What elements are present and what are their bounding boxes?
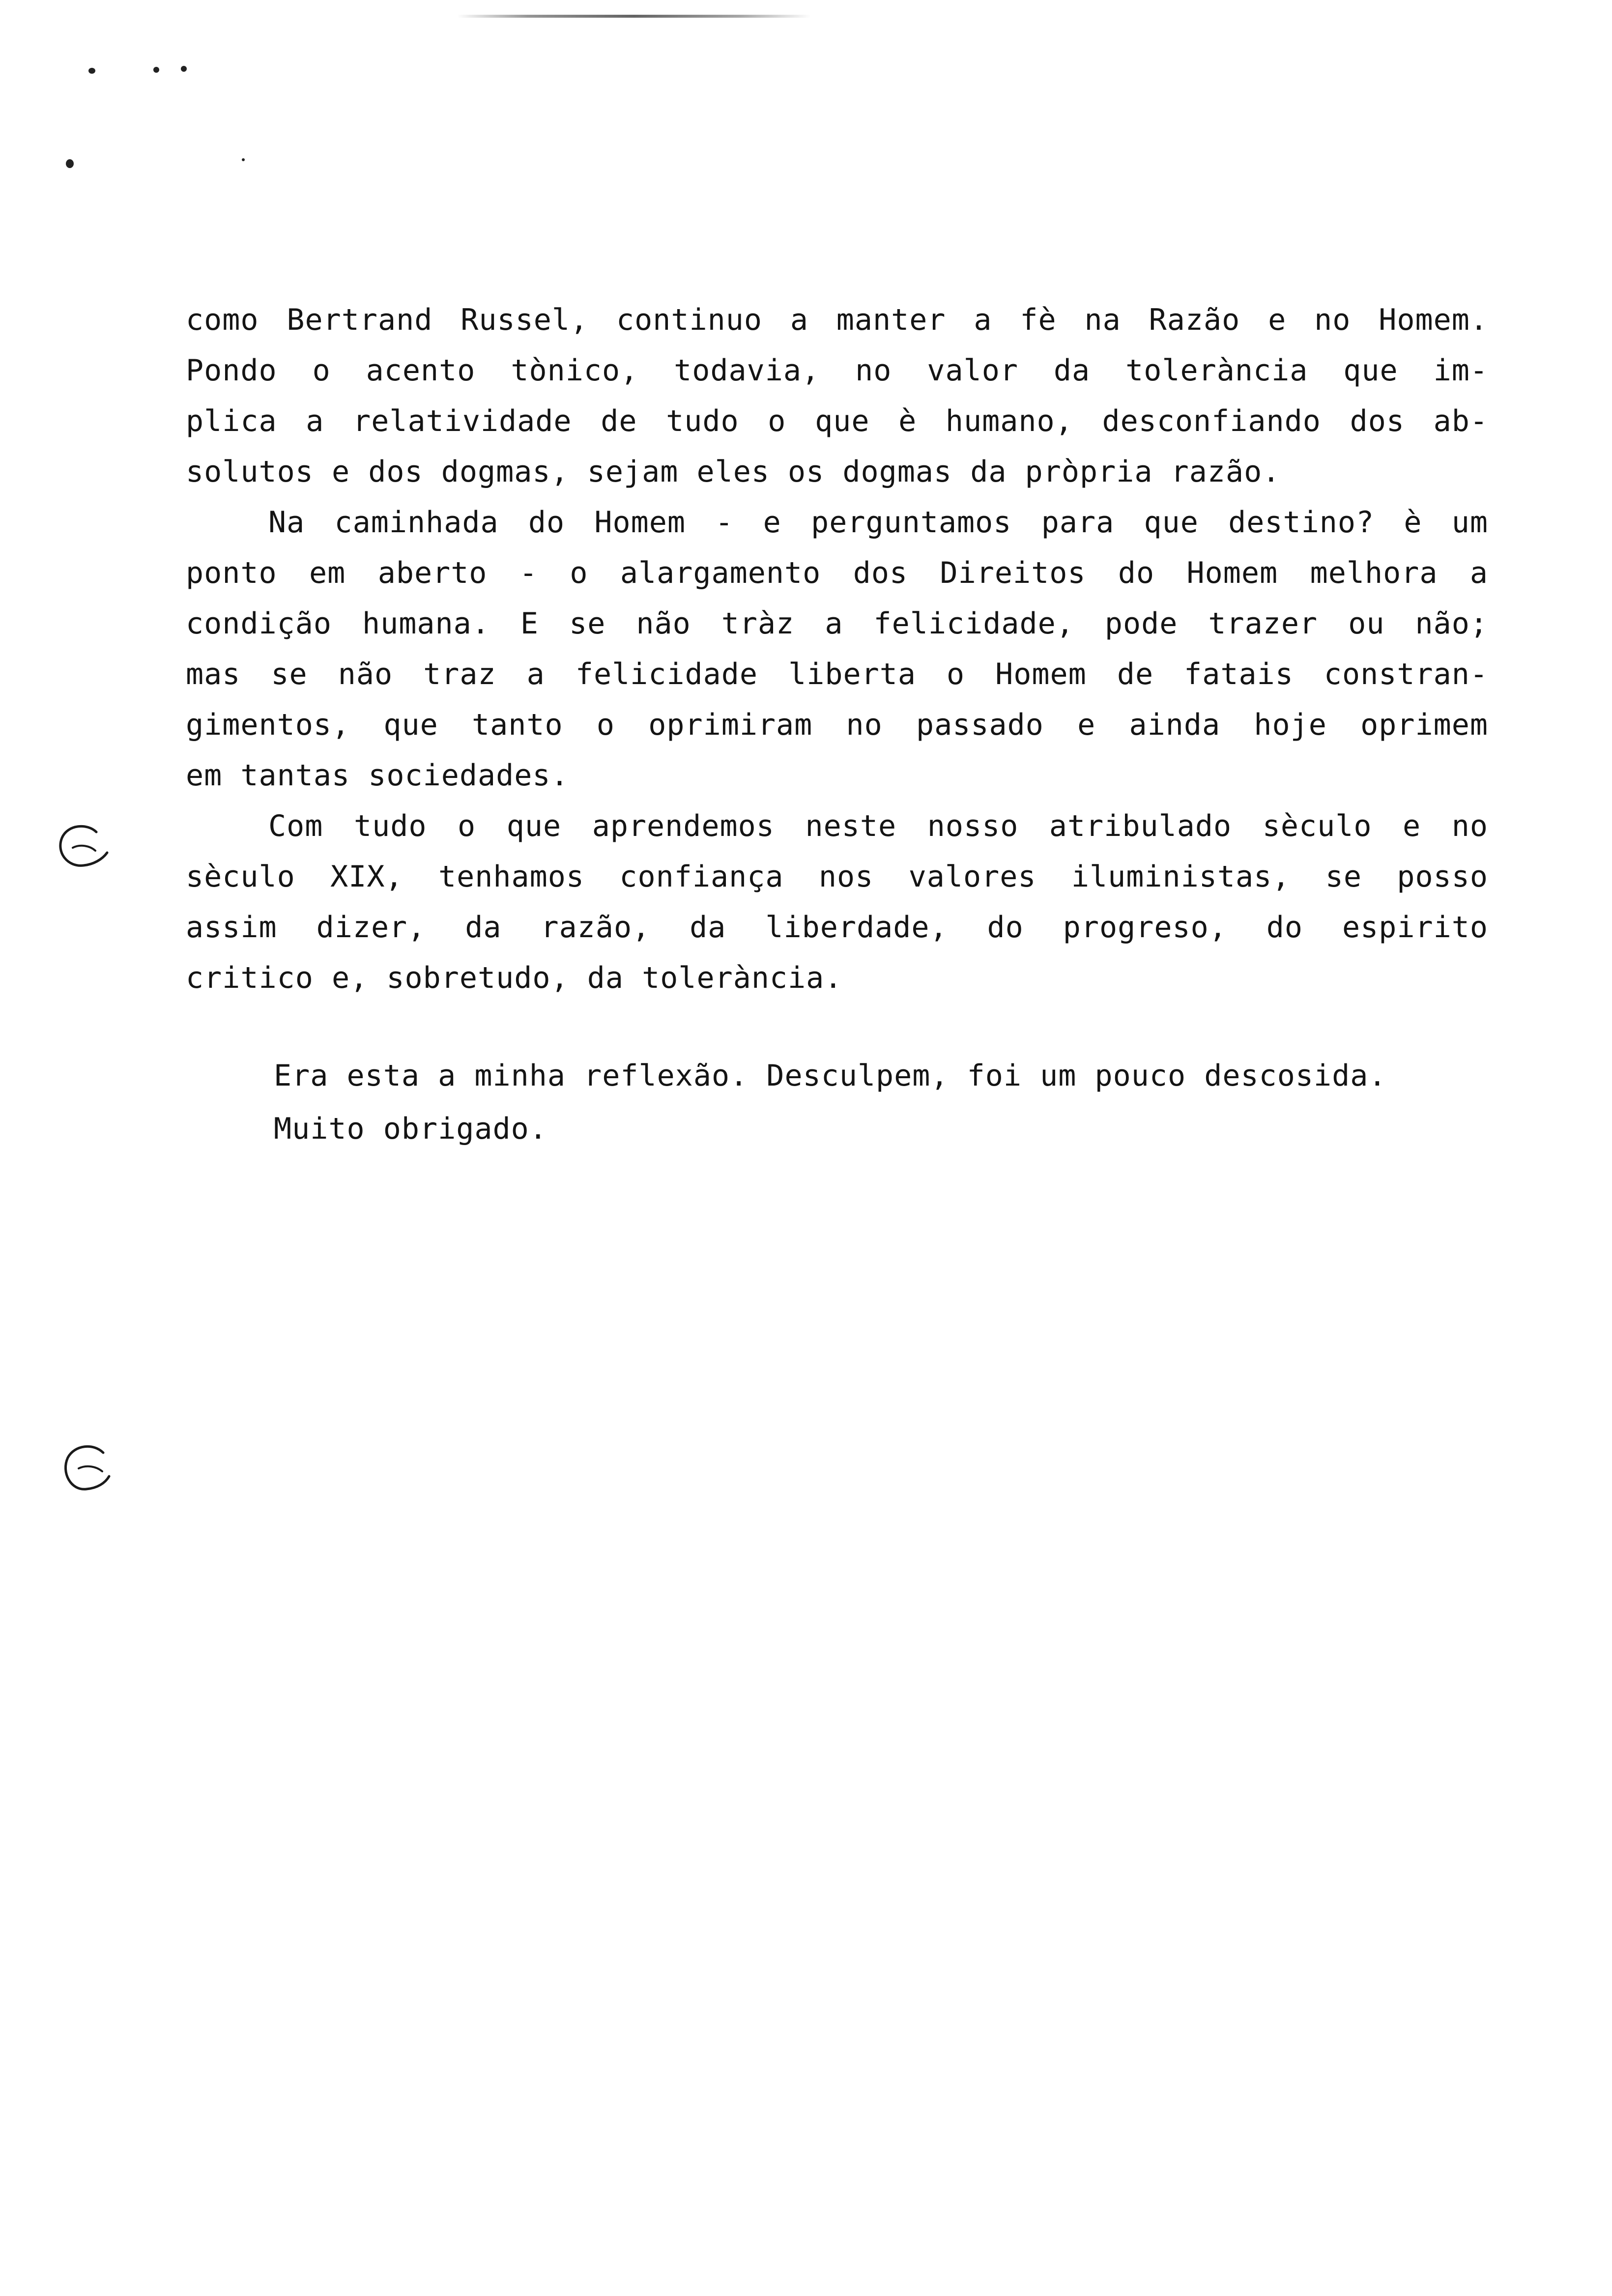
text-line: critico e, sobretudo, da tolerància. bbox=[186, 961, 843, 995]
scan-streak bbox=[457, 15, 811, 18]
text-line: mas se não traz a felicidade liberta o Homem de fatais constran- bbox=[186, 657, 1488, 691]
text-line: plica a relatividade de tudo o que è humano, desconfiando dos ab- bbox=[186, 404, 1488, 438]
text-line: Era esta a minha reflexão. Desculpem, foi um pouco descosida. bbox=[274, 1059, 1387, 1093]
text-line: sèculo XIX, tenhamos confiança nos valores iluministas, se posso bbox=[186, 860, 1488, 894]
text-line: Muito obrigado. bbox=[274, 1112, 547, 1146]
text-line: como Bertrand Russel, continuo a manter a fè na Razão e no Homem. bbox=[186, 303, 1488, 337]
text-line: solutos e dos dogmas, sejam eles os dogmas da pròpria razão. bbox=[186, 455, 1281, 489]
body-text bbox=[186, 295, 1488, 1004]
text-line: Na caminhada do Homem - e perguntamos para que destino? è um bbox=[268, 505, 1488, 540]
closing-remarks bbox=[274, 1049, 1493, 1155]
text-line: ponto em aberto - o alargamento dos Direitos do Homem melhora a bbox=[186, 556, 1488, 590]
scan-speck bbox=[242, 158, 245, 161]
text-line: condição humana. E se não tràz a felicidade, pode trazer ou não; bbox=[186, 606, 1488, 641]
text-line: assim dizer, da razão, da liberdade, do progreso, do espirito bbox=[186, 910, 1488, 945]
paragraph-3 bbox=[186, 801, 1488, 1004]
scan-speck bbox=[66, 159, 74, 168]
paragraph-1 bbox=[186, 295, 1488, 497]
text-line: Pondo o acento tònico, todavia, no valor da tolerància que im- bbox=[186, 353, 1488, 388]
punch-hole-mark bbox=[58, 1440, 117, 1499]
scan-speck bbox=[88, 68, 95, 74]
text-line: Com tudo o que aprendemos neste nosso atribulado sèculo e no bbox=[268, 809, 1488, 843]
paragraph-2 bbox=[186, 497, 1488, 801]
punch-hole-mark bbox=[53, 818, 112, 877]
scan-speck bbox=[181, 66, 187, 72]
text-line: gimentos, que tanto o oprimiram no passado e ainda hoje oprimem bbox=[186, 708, 1488, 742]
scan-speck bbox=[153, 67, 159, 73]
text-line: em tantas sociedades. bbox=[186, 758, 569, 793]
